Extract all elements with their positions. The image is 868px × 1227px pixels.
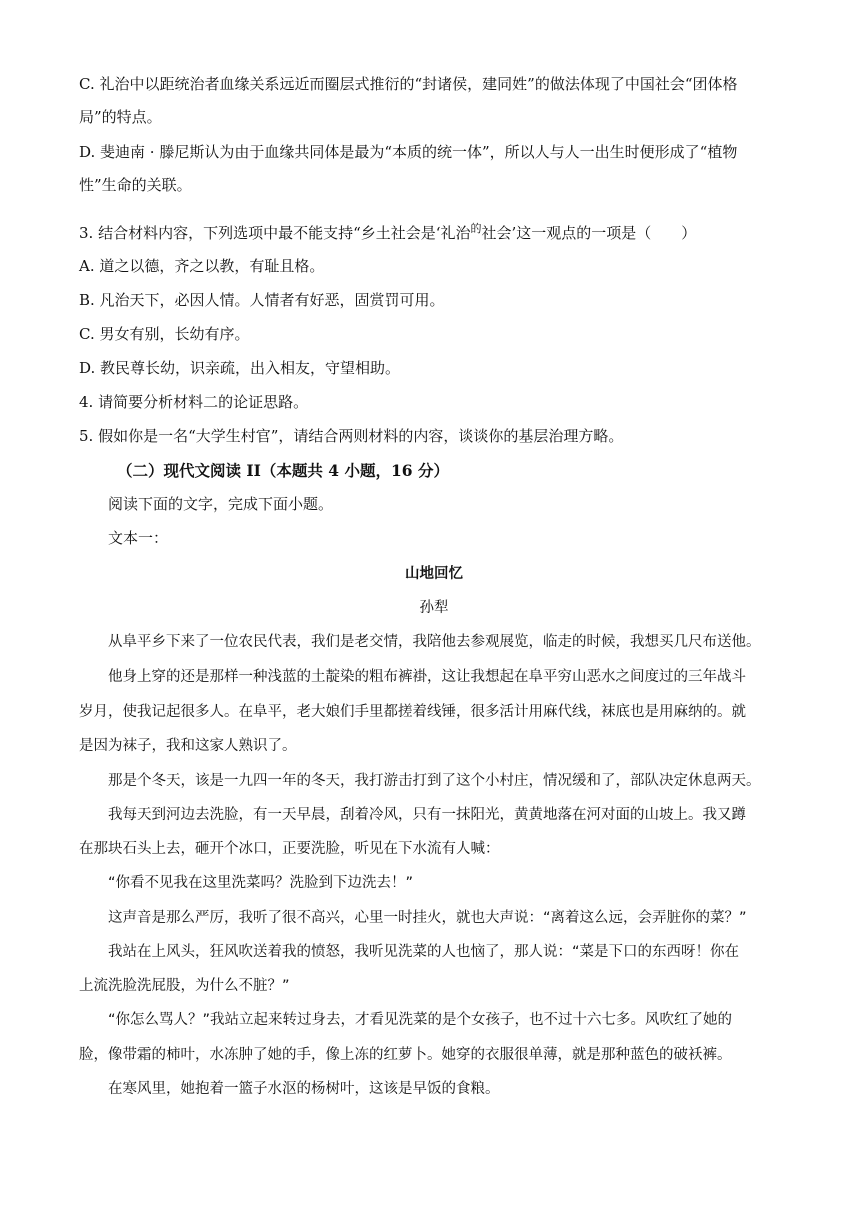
paragraph-8-line1: “你怎么骂人？”我站立起来转过身去，才看见洗菜的是个女孩子，也不过十六七多。风吹红了她的 — [108, 1012, 733, 1028]
paragraph-4-line2: 在那块石头上去，砸开个冰口，正要洗脸，听见在下水流有人喊： — [79, 841, 500, 857]
question-3-stem-part1: 3. 结合材料内容，下列选项中最不能支持“乡土社会是‘礼治 — [79, 224, 471, 242]
q3-option-b: B. 凡治天下，必因人情。人情者有好恶，固赏罚可用。 — [79, 291, 445, 309]
text-label: 文本一： — [108, 529, 169, 547]
paragraph-1: 从阜平乡下来了一位农民代表，我们是老交情，我陪他去参观展览，临走的时候，我想买几尺布送他。 — [108, 634, 761, 650]
question-5: 5. 假如你是一名“大学生村官”，请结合两则材料的内容，谈谈你的基层治理方略。 — [79, 427, 624, 445]
paragraph-8-line2: 脸，像带霜的柿叶，水冻肿了她的手，像上冻的红萝卜。她穿的衣服很单薄，就是那种蓝色的破袄裤。 — [79, 1047, 732, 1063]
paragraph-2-line2: 岁月，使我记起很多人。在阜平，老大娘们手里都搓着线锤，很多活计用麻代线，袜底也是用麻纳的。就 — [79, 704, 746, 720]
question-3-stem-sup: 的 — [470, 222, 482, 235]
paragraph-2-line3: 是因为袜子，我和这家人熟识了。 — [79, 738, 297, 754]
question-3-stem-part2: 社会’这一观点的一项是（ ） — [481, 224, 697, 242]
q2-option-d-line2: 性”生命的关联。 — [79, 176, 192, 194]
paragraph-9: 在寒风里，她抱着一篮子水沤的杨树叶，这该是早饭的食粮。 — [108, 1081, 500, 1097]
paragraph-6: 这声音是那么严厉，我听了很不高兴，心里一时挂火，就也大声说：“离着这么远，会弄脏你的菜？” — [108, 910, 747, 926]
q2-option-c-line1: C. 礼治中以距统治者血缘关系远近而圈层式推衍的“封诸侯，建同姓”的做法体现了中国社会“团体格 — [79, 75, 738, 93]
paragraph-4-line1: 我每天到河边去洗脸，有一天早晨，刮着冷风，只有一抹阳光，黄黄地落在河对面的山坡上。我又蹲 — [108, 807, 746, 823]
paragraph-3: 那是个冬天，该是一九四一年的冬天，我打游击打到了这个小村庄，情况缓和了，部队决定休息两天。 — [108, 773, 761, 789]
paragraph-2-line1: 他身上穿的还是那样一种浅蓝的土靛染的粗布裤褂，这让我想起在阜平穷山恶水之间度过的三年战斗 — [108, 669, 746, 685]
q3-option-c: C. 男女有别，长幼有序。 — [79, 325, 250, 343]
paragraph-7-line2: 上流洗脸洗屁股，为什么不脏？” — [79, 978, 290, 994]
q3-option-d: D. 教民尊长幼，识亲疏，出入相友，守望相助。 — [79, 359, 401, 377]
paragraph-5: “你看不见我在这里洗菜吗？洗脸到下边洗去！” — [108, 875, 414, 891]
question-3-stem — [79, 219, 696, 243]
article-author: 孙犁 — [419, 600, 449, 616]
q3-option-a: A. 道之以德，齐之以教，有耻且格。 — [79, 257, 325, 275]
q2-option-d-line1: D. 斐迪南 · 滕尼斯认为由于血缘共同体是最为“本质的统一体”，所以人与人一出生时便形成了“植物 — [79, 143, 738, 161]
paragraph-7-line1: 我站在上风头，狂风吹送着我的愤怒，我听见洗菜的人也恼了，那人说：“菜是下口的东西呀！你在 — [108, 944, 740, 960]
article-title: 山地回忆 — [405, 566, 463, 582]
section-heading: （二）现代文阅读 II（本题共 4 小题，16 分） — [117, 461, 449, 480]
q2-option-c-line2: 局”的特点。 — [79, 108, 162, 126]
question-4: 4. 请简要分析材料二的论证思路。 — [79, 393, 309, 411]
section-instruction: 阅读下面的文字，完成下面小题。 — [108, 495, 334, 513]
